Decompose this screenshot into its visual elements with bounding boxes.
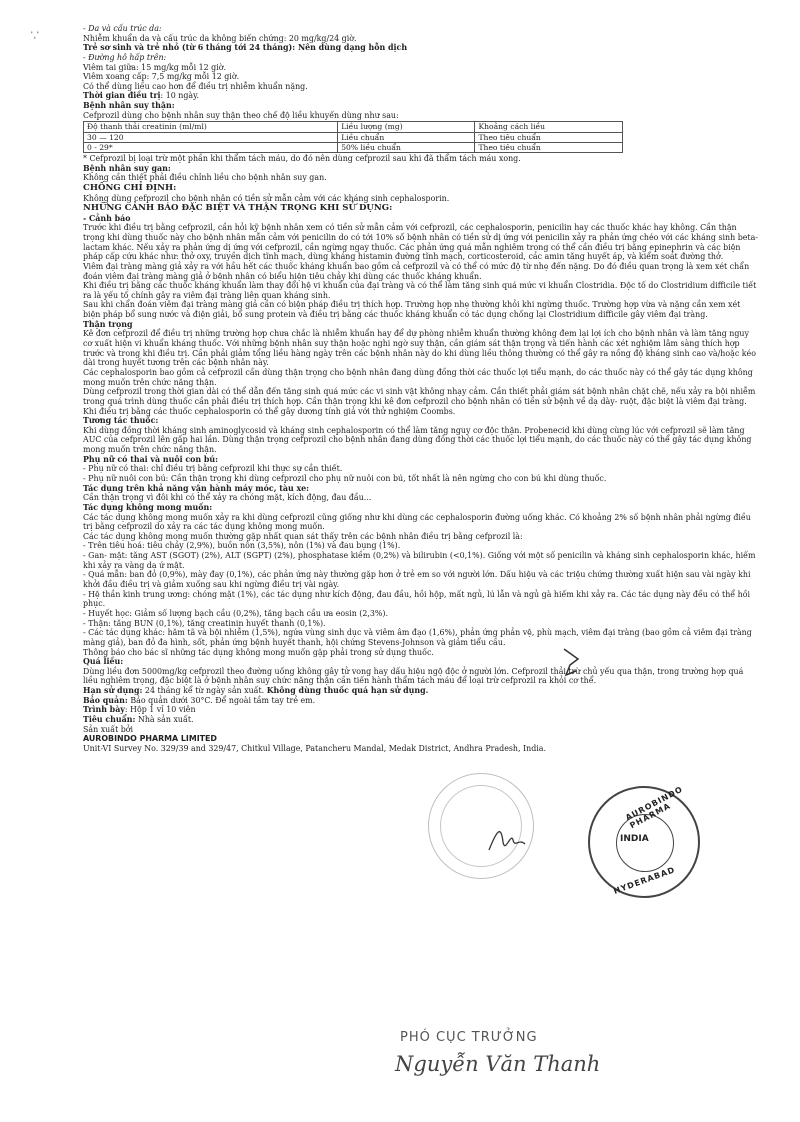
adverse-body <box>83 513 759 658</box>
table-header-cell: Khoảng cách liều <box>475 122 623 132</box>
company-stamp: AUROBINDO PHARMA INDIA HYDERABAD <box>588 786 700 898</box>
adverse-line: - Thận: tăng BUN (0,1%), tăng creatinin huyết thanh (0,1%). <box>83 618 326 628</box>
officer-name: Nguyễn Văn Thanh <box>395 1052 601 1076</box>
margin-mark: ∵ <box>30 28 39 44</box>
table-row <box>84 142 623 152</box>
caution-paragraph: Kê đơn cefprozil để điều trị những trường hợp chưa chắc là nhiễm khuẩn hay để dự phòng nhiễm khuẩn thường không đem lại lợi ích cho bệnh nhân và làm tăng nguy cơ xuất hiện vi khuẩn kháng thuốc. Với những bệnh nhân suy thận hoặc nghi ngờ suy thận, cần giám sát thận trọng và tiến hành các xét nghiệm lâm sàng thích hợp trước và trong khi điều trị. Cần phải giảm tổng liều hàng ngày trên các bệnh nhân này do khi dùng liều thông thường có thể gây ra nồng độ kháng sinh cao và/hoặc kéo dài trong huyết tương trên các bệnh nhân này. <box>83 329 756 368</box>
table-header-cell: Liều lượng (mg) <box>338 122 475 132</box>
table-cell: Theo tiêu chuẩn <box>475 142 623 152</box>
adverse-line: Các tác dụng không mong muốn xảy ra khi dùng cefprozil cũng giống như khi dùng các cephalosporin đường uống khác. Có khoảng 2% số bệnh nhân phải ngừng điều trị bằng cefprozil do xảy ra các tác dụng không mong muốn. <box>83 512 751 532</box>
table-cell: 0 - 29* <box>84 142 338 152</box>
manufacturer-name: AUROBINDO PHARMA LIMITED <box>83 734 217 744</box>
storage-line: Bảo quản: Bảo quản dưới 30°C. Để ngoài tầm tay trẻ em. <box>83 695 316 705</box>
pregnancy-line: - Phụ nữ nuôi con bú: Cần thận trọng khi dùng cefprozil cho phụ nữ nuôi con bú, tốt nhất là nên ngừng cho con bú khi dùng thuốc. <box>83 473 607 483</box>
warning-paragraph: Sau khi chẩn đoán viêm đại tràng màng giả cần có biện pháp điều trị thích hợp. Trường hợp nhẹ thường khỏi khi ngừng thuốc. Trường hợp vừa và nặng cần xem xét biện pháp bổ sung nước và điện giải, bổ sung protein và điều trị bằng các thuốc kháng khuẩn có tác dụng chống lại Clostridium difficile gây viêm đại tràng. <box>83 300 741 320</box>
warnings-body <box>83 223 759 319</box>
warnings-subheading: - Cảnh báo <box>83 213 131 223</box>
manufacturer-address: Unit-VI Survey No. 329/39 and 329/47, Chitkul Village, Patancheru Mandal, Medak District, Andhra Pradesh, India. <box>83 743 547 753</box>
adverse-line: - Các tác dụng khác: hăm tã và bội nhiễm (1,5%), ngứa vùng sinh dục và viêm âm đạo (1,6%), phản ứng phản vệ, phù mạch, viêm đại tràng (bao gồm cả viêm đại tràng màng giả), ban đỏ đa hình, sốt, phản ứng bệnh huyết thanh, hội chứng Stevens-Johnson và giảm tiểu cầu. <box>83 628 752 647</box>
contraindication-text: Không dùng cefprozil cho bệnh nhân có tiền sử mẫn cảm với các kháng sinh cephalosporin. <box>83 193 450 203</box>
warning-paragraph: Viêm đại tràng màng giả xảy ra với hầu hết các thuốc kháng khuẩn bao gồm cả cefprozil và có thể có mức độ từ nhẹ đến nặng. Do đó điều quan trọng là xem xét chẩn đoán viêm đại tràng màng giả ở bệnh nhân có biểu hiện tiêu chảy khi dùng các thuốc kháng khuẩn. <box>83 261 750 281</box>
liver-text: Không cần thiết phải điều chỉnh liều cho bệnh nhân suy gan. <box>83 173 327 183</box>
caution-paragraph: Dùng cefprozil trong thời gian dài có thể dẫn đến tăng sinh quá mức các vi sinh vật không nhạy cảm. Cần thiết phải giám sát bệnh nhân chặt chẽ, nếu xảy ra bội nhiễm trong quá trình dùng thuốc cần phải điều trị thích hợp. Cần thận trọng khi kê đơn cefprozil cho bệnh nhân có tiền sử bệnh về dạ dày- ruột, đặc biệt là viêm đại tràng. Khi điều trị bằng các thuốc cephalosporin có thể gây dương tính giả với thử nghiệm Coombs. <box>83 387 756 416</box>
dosage-line: - Da và cấu trúc da: <box>83 24 162 33</box>
dose-table <box>83 121 623 153</box>
adverse-line: - Huyết học: Giảm số lượng bạch cầu (0,2%), tăng bạch cầu ưa eosin (2,3%). <box>83 608 388 618</box>
pregnancy-heading: Phụ nữ có thai và nuôi con bú: <box>83 454 219 464</box>
document-page <box>83 24 759 754</box>
table-cell: Theo tiêu chuẩn <box>475 132 623 142</box>
renal-note: * Cefprozil bị loại trừ một phần khi thẩm tách máu, do đó nên dùng cefprozil sau khi đã thẩm tách máu xong. <box>83 154 521 164</box>
driving-text: Cần thận trọng vì đôi khi có thể xảy ra chóng mặt, kích động, đau đầu... <box>83 493 372 503</box>
contraindication-heading: CHỐNG CHỈ ĐỊNH: <box>83 183 177 194</box>
table-header-cell: Độ thanh thải creatinin (ml/ml) <box>84 122 338 132</box>
dosage-line: Có thể dùng liều cao hơn để điều trị nhiễm khuẩn nặng. <box>83 81 308 91</box>
driving-heading: Tác dụng trên khả năng vận hành máy móc, tàu xe: <box>83 483 310 493</box>
caution-paragraph: Các cephalosporin bao gồm cả cefprozil cần dùng thận trọng cho bệnh nhân đang dùng đồng thời các thuốc lợi tiểu mạnh, do các thuốc này có thể gây tác dụng không mong muốn trên chức năng thận. <box>83 367 753 387</box>
table-cell: 30 — 120 <box>84 132 338 142</box>
adverse-heading: Tác dụng không mong muốn: <box>83 502 213 512</box>
officer-title: PHÓ CỤC TRƯỞNG <box>400 1030 538 1045</box>
table-cell: 50% liều chuẩn <box>338 142 475 152</box>
interaction-heading: Tương tác thuốc: <box>83 416 159 426</box>
table-cell: Liều chuẩn <box>338 132 475 142</box>
caution-body <box>83 329 759 416</box>
renal-intro: Cefprozil dùng cho bệnh nhân suy thận theo chế độ liều khuyến dùng như sau: <box>83 110 399 120</box>
adverse-line: - Hệ thần kinh trung ương: chóng mặt (1%), các tác dụng như kích động, đau đầu, hồi hộp, mất ngủ, lú lẫn và ngủ gà hiếm khi xảy ra. Các tác dụng này đều có thể hồi phục. <box>83 589 751 609</box>
dosage-lines <box>83 24 759 91</box>
standard-line: Tiêu chuẩn: Nhà sản xuất. <box>83 715 194 724</box>
adverse-line: - Gan- mật: tăng AST (SGOT) (2%), ALT (SGPT) (2%), phosphatase kiềm (0,2%) và bilirubin (<0,1%). Giống với một số penicilin và kháng sinh cephalosporin khác, hiếm khi xảy ra vàng da ứ mật. <box>83 551 756 570</box>
warning-paragraph: Trước khi điều trị bằng cefprozil, cần hỏi kỹ bệnh nhân xem có tiền sử mẫn cảm với cefprozil, các cephalosporin, penicilin hay các thuốc khác hay không. Cần thận trọng khi dùng thuốc này cho bệnh nhân mẫn cảm với penicilin do có tới 10% số bệnh nhân có tiền sử dị ứng với penicilin xảy ra phản ứng chéo với các kháng sinh beta-lactam khác. Nếu xảy ra phản ứng dị ứng với cefprozil, cần ngừng ngay thuốc. Các phản ứng quá mẫn nghiêm trọng có thể cần điều trị bằng epinephrin và các biện pháp cấp cứu khác như: thở oxy, truyền dịch tĩnh mạch, dùng kháng histamin đường tĩnh mạch, corticosteroid, các amin tăng huyết áp, và kiểm soát đường thở. <box>83 223 758 262</box>
dosage-line: Viêm tai giữa: 15 mg/kg mỗi 12 giờ. <box>83 62 226 72</box>
adverse-line: - Quá mẫn: ban đỏ (0,9%), mày đay (0,1%), các phản ứng này thường gặp hơn ở trẻ em so với người lớn. Dấu hiệu và các triệu chứng thường xuất hiện sau vài ngày khi khởi đầu điều trị và giảm xuống sau khi ngừng điều trị vài ngày. <box>83 570 751 590</box>
adverse-line: Thông báo cho bác sĩ những tác dụng không mong muốn gặp phải trong sử dụng thuốc. <box>83 647 434 657</box>
handwritten-mark <box>560 645 590 685</box>
dosage-line: Trẻ sơ sinh và trẻ nhỏ (từ 6 tháng tới 24 tháng): Nên dùng dạng hỗn dịch <box>83 43 408 53</box>
adverse-line: - Trên tiêu hoá: tiêu chảy (2,9%), buồn nôn (3,5%), nôn (1%) và đau bụng (1%). <box>83 541 401 551</box>
table-row <box>84 132 623 142</box>
dosage-line: Nhiễm khuẩn da và cấu trúc da không biến chứng: 20 mg/kg/24 giờ. <box>83 33 357 43</box>
adverse-line: Các tác dụng không mong muốn thường gặp nhất quan sát thấy trên các bệnh nhân điều trị bằng cefprozil là: <box>83 531 523 541</box>
manufacturer-label: Sản xuất bởi <box>83 724 134 734</box>
warning-paragraph: Khi điều trị bằng các thuốc kháng khuẩn làm thay đổi hệ vi khuẩn của đại tràng và có thể làm tăng sinh quá mức vi khuẩn Clostridia. Độc tố do Clostridium difficile tiết ra là yếu tố chính gây ra viêm đại tràng liên quan kháng sinh. <box>83 281 757 300</box>
warnings-heading: NHỮNG CẢNH BÁO ĐẶC BIỆT VÀ THẬN TRỌNG KHI SỬ DỤNG: <box>83 203 393 214</box>
pack-line: Trình bày: Hộp 1 vỉ 10 viên <box>83 705 196 715</box>
duration-line: Thời gian điều trị: 10 ngày. <box>83 91 200 101</box>
dosage-line: - Đường hô hấp trên: <box>83 52 167 62</box>
shelf-life-line: Hạn sử dụng: 24 tháng kể từ ngày sản xuất. Không dùng thuốc quá hạn sử dụng. <box>83 686 429 696</box>
overdose-text: Dùng liều đơn 5000mg/kg cefprozil theo đường uống không gây tử vong hay dấu hiệu ngộ độc ở người lớn. Cefprozil thải trừ chủ yếu qua thận, trong trường hợp quá liều nghiêm trọng, đặc biệt là ở bệnh nhân suy chức năng thận cần tiến hành thẩm tách máu để loại trừ cefprozil ra khỏi cơ thể. <box>83 666 744 686</box>
liver-heading: Bệnh nhân suy gan: <box>83 163 171 173</box>
interaction-text: Khi dùng đồng thời kháng sinh aminoglycosid và kháng sinh cephalosporin có thể làm tăng nguy cơ độc thận. Probenecid khi dùng cùng lúc với cefprozil sẽ làm tăng AUC của cefprozil lên gấp hai lần. Dùng thận trọng cefprozil cho bệnh nhân đang dùng đồng thời các thuốc lợi tiểu mạnh, do các thuốc này có thể gây tác dụng không mong muốn trên chức năng thận. <box>83 425 752 455</box>
pregnancy-line: - Phụ nữ có thai: chỉ điều trị bằng cefprozil khi thực sự cần thiết. <box>83 464 343 474</box>
signature <box>487 820 527 860</box>
dose-table-header <box>84 122 623 132</box>
dosage-line: Viêm xoang cấp: 7,5 mg/kg mỗi 12 giờ. <box>83 72 240 82</box>
caution-heading: Thận trọng <box>83 319 133 329</box>
renal-heading: Bệnh nhân suy thận: <box>83 101 175 111</box>
overdose-heading: Quá liều: <box>83 657 124 667</box>
